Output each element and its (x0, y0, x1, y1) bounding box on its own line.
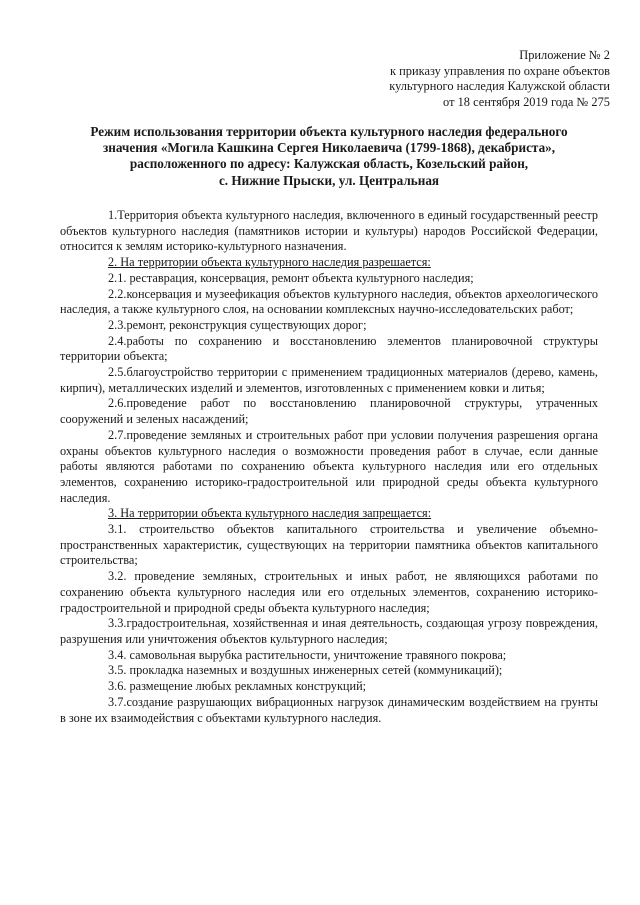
paragraph-1: 1.Территория объекта культурного наследия, включенного в единый государственный реестр объектов культурного наследия (памятников истории и культуры) народов Российской Федерации, относится к землям историко-культурного назначения. (60, 208, 598, 254)
title-line-2: значения «Могила Кашкина Сергея Николаевича (1799-1868), декабриста», (102, 140, 556, 156)
section-3-heading: 3. На территории объекта культурного наследия запрещается: (108, 506, 432, 521)
item-2-7: 2.7.проведение земляных и строительных работ при условии получения разрешения органа охраны объектов культурного наследия о возможности проведения работ в случае, если данные работы являются работами по сохранению объекта культурного наследия или его отдельных элементов, сохранению историко-градостроительной или природной среды объекта культурного наследия. (60, 427, 598, 505)
title-line-4: с. Нижние Прыски, ул. Центральная (218, 172, 440, 188)
item-2-2: 2.2.консервация и музеефикация объектов культурного наследия, объектов археологического наследия, а также культурного слоя, на основании комплексных научно-исследовательских работ; (60, 286, 598, 317)
item-3-7: 3.7.создание разрушающих вибрационных нагрузок динамическим воздействием на грунты в зоне их взаимодействия с объектами культурного наследия. (60, 694, 598, 725)
appendix-number: Приложение № 2 (519, 48, 610, 62)
order-reference-line2: культурного наследия Калужской области (389, 79, 610, 93)
title-line-3: расположенного по адресу: Калужская область, Козельский район, (129, 156, 529, 172)
appendix-header (389, 48, 610, 110)
item-3-2: 3.2. проведение земляных, строительных и иных работ, не являющихся работами по сохранению объекта культурного наследия или его отдельных элементов, сохранению историко-градостроительной и природной среды объекта культурного наследия; (60, 569, 598, 615)
item-2-4: 2.4.работы по сохранению и восстановлению элементов планировочной структуры территории объекта; (60, 333, 598, 364)
document-title (60, 124, 598, 189)
item-3-3: 3.3.градостроительная, хозяйственная и иная деятельность, создающая угрозу повреждения, разрушения или уничтожения объектов культурного наследия; (60, 616, 598, 646)
item-2-3: 2.3.ремонт, реконструкция существующих дорог; (108, 317, 367, 332)
title-line-1: Режим использования территории объекта культурного наследия федерального (90, 124, 568, 139)
document-body (60, 208, 598, 726)
item-3-6: 3.6. размещение любых рекламных конструкций; (108, 679, 367, 694)
order-reference-line1: к приказу управления по охране объектов (390, 63, 610, 78)
order-date: от 18 сентября 2019 года № 275 (443, 94, 610, 109)
item-2-5: 2.5.благоустройство территории с применением традиционных материалов (дерево, камень, кирпич), металлических изделий и элементов, изготовленных с применением ковки и литья; (60, 365, 598, 395)
item-3-5: 3.5. прокладка наземных и воздушных инженерных сетей (коммуникаций); (108, 663, 503, 678)
section-2-heading: 2. На территории объекта культурного наследия разрешается: (108, 255, 431, 270)
item-3-4: 3.4. самовольная вырубка растительности, уничтожение травяного покрова; (108, 647, 507, 662)
item-2-1: 2.1. реставрация, консервация, ремонт объекта культурного наследия; (108, 270, 474, 285)
item-3-1: 3.1. строительство объектов капитального строительства и увеличение объемно-пространственных характеристик, существующих на территории памятника объектов капитального строительства; (60, 522, 598, 568)
item-2-6: 2.6.проведение работ по восстановлению планировочной структуры, утраченных сооружений и зеленых насаждений; (60, 396, 598, 427)
